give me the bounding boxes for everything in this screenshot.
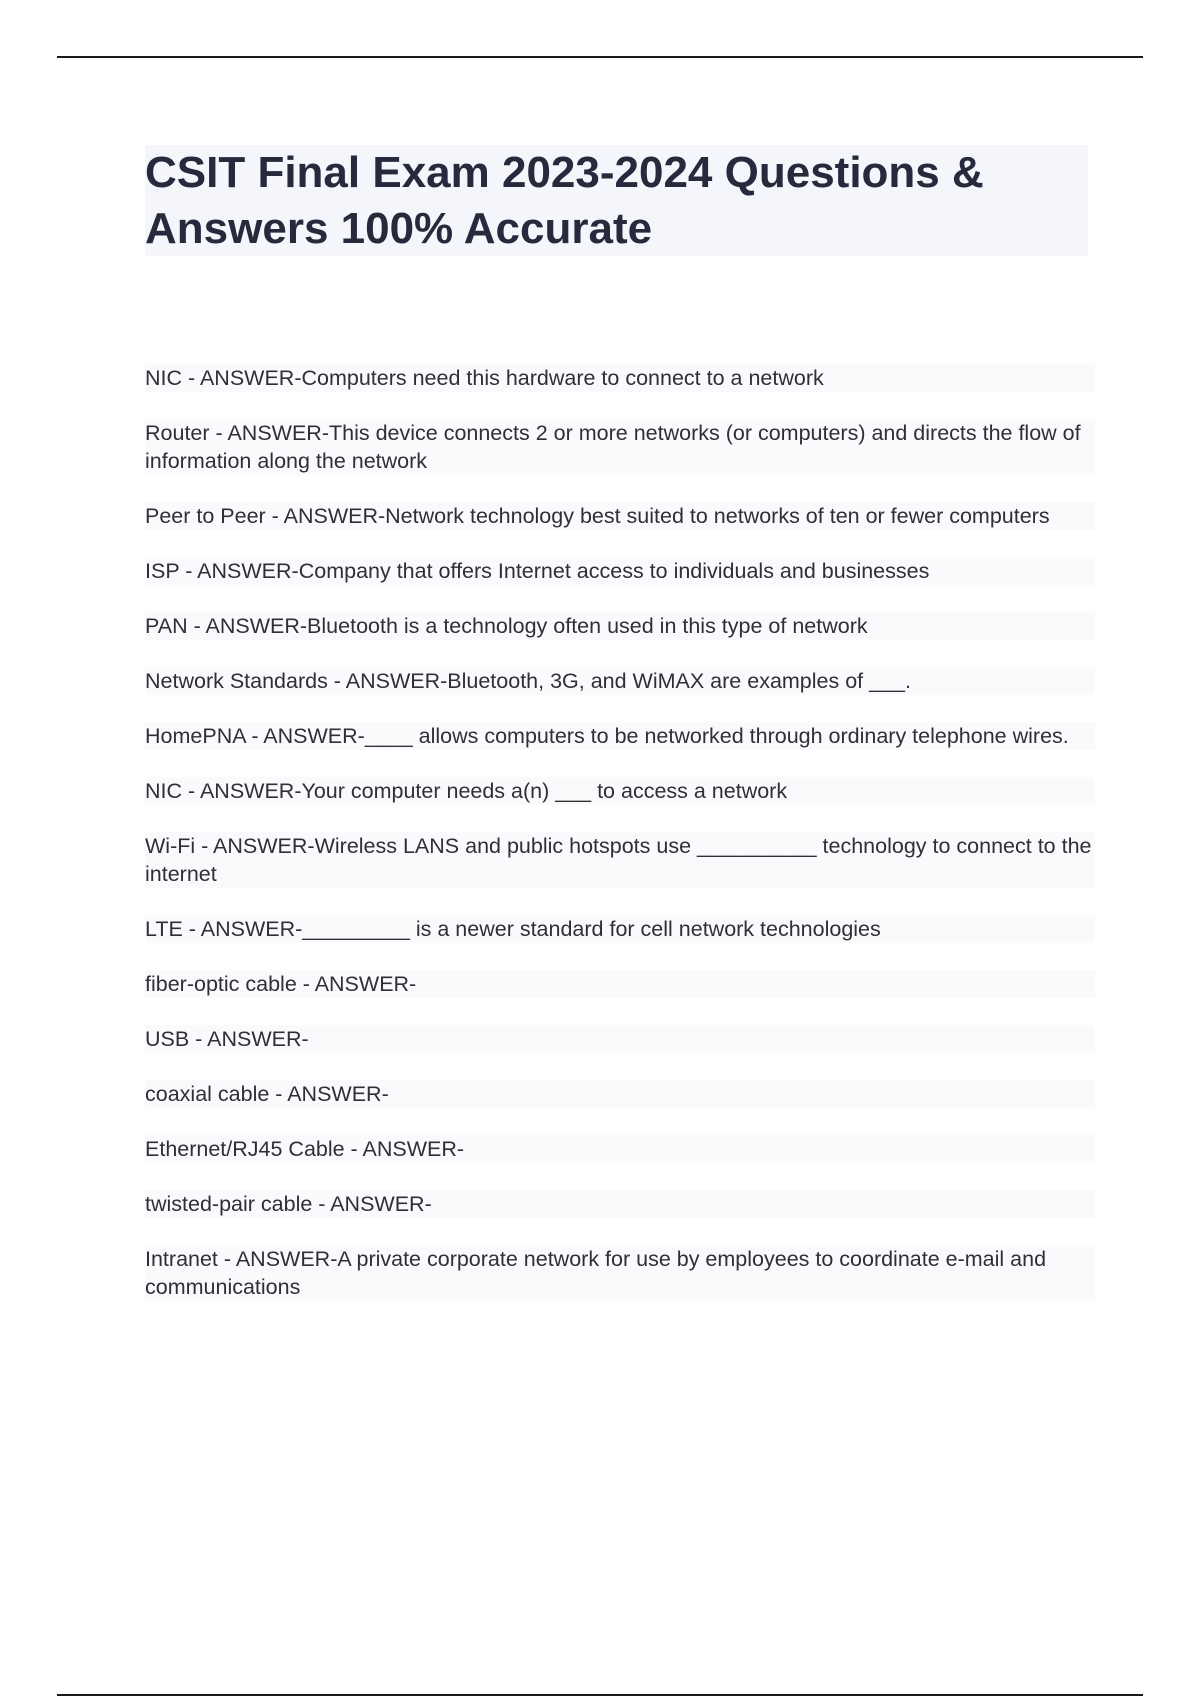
title-block [145,145,1088,256]
qa-item-lte: LTE - ANSWER-_________ is a newer standard for cell network technologies [145,915,1095,943]
qa-item-peer-to-peer: Peer to Peer - ANSWER-Network technology best suited to networks of ten or fewer computers [145,502,1095,530]
qa-item-network-standards: Network Standards - ANSWER-Bluetooth, 3G, and WiMAX are examples of ___. [145,667,1095,695]
qa-item-fiber-optic-cable: fiber-optic cable - ANSWER- [145,970,1095,998]
bottom-divider [57,1694,1143,1696]
qa-item-isp: ISP - ANSWER-Company that offers Internet access to individuals and businesses [145,557,1095,585]
qa-item-homepna: HomePNA - ANSWER-____ allows computers to be networked through ordinary telephone wires. [145,722,1095,750]
top-divider [57,56,1143,58]
qa-item-wi-fi: Wi-Fi - ANSWER-Wireless LANS and public hotspots use __________ technology to connect to the internet [145,832,1095,888]
qa-item-nic-2: NIC - ANSWER-Your computer needs a(n) ___ to access a network [145,777,1095,805]
qa-item-ethernet-rj45-cable: Ethernet/RJ45 Cable - ANSWER- [145,1135,1095,1163]
qa-item-intranet: Intranet - ANSWER-A private corporate network for use by employees to coordinate e-mail and communications [145,1245,1095,1301]
qa-item-pan: PAN - ANSWER-Bluetooth is a technology often used in this type of network [145,612,1095,640]
qa-item-coaxial-cable: coaxial cable - ANSWER- [145,1080,1095,1108]
document-title: CSIT Final Exam 2023-2024 Questions & Answers 100% Accurate [145,148,984,253]
qa-list [145,364,1095,1328]
qa-item-router: Router - ANSWER-This device connects 2 or more networks (or computers) and directs the flow of information along the network [145,419,1095,475]
qa-item-usb: USB - ANSWER- [145,1025,1095,1053]
qa-item-nic: NIC - ANSWER-Computers need this hardware to connect to a network [145,364,1095,392]
qa-item-twisted-pair-cable: twisted-pair cable - ANSWER- [145,1190,1095,1218]
